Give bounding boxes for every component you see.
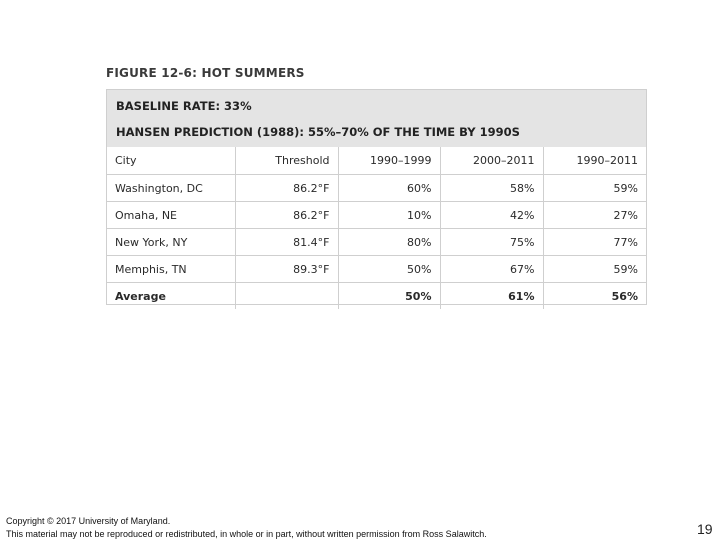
average-threshold-cell bbox=[235, 283, 338, 310]
period1-cell: 60% bbox=[338, 175, 440, 202]
table-header-band bbox=[107, 90, 646, 147]
city-cell: Memphis, TN bbox=[107, 256, 235, 283]
period1-cell: 80% bbox=[338, 229, 440, 256]
copyright-notice bbox=[6, 515, 487, 541]
average-period1-cell: 50% bbox=[338, 283, 440, 310]
threshold-cell: 86.2°F bbox=[235, 175, 338, 202]
column-header-1990-2011: 1990–2011 bbox=[543, 147, 646, 175]
table-row bbox=[107, 256, 646, 283]
period2-cell: 67% bbox=[440, 256, 543, 283]
period3-cell: 59% bbox=[543, 256, 646, 283]
data-table bbox=[107, 147, 646, 309]
city-cell: Washington, DC bbox=[107, 175, 235, 202]
period2-cell: 58% bbox=[440, 175, 543, 202]
table-row bbox=[107, 175, 646, 202]
page-number: 19 bbox=[697, 521, 713, 537]
column-header-threshold: Threshold bbox=[235, 147, 338, 175]
period3-cell: 77% bbox=[543, 229, 646, 256]
threshold-cell: 81.4°F bbox=[235, 229, 338, 256]
period3-cell: 27% bbox=[543, 202, 646, 229]
period3-cell: 59% bbox=[543, 175, 646, 202]
figure-title: FIGURE 12-6: HOT SUMMERS bbox=[106, 66, 305, 80]
period2-cell: 42% bbox=[440, 202, 543, 229]
column-header-row bbox=[107, 147, 646, 175]
column-header-1990-1999: 1990–1999 bbox=[338, 147, 440, 175]
baseline-rate: BASELINE RATE: 33% bbox=[116, 99, 252, 113]
copyright-line-1: Copyright © 2017 University of Maryland. bbox=[6, 516, 171, 526]
threshold-cell: 89.3°F bbox=[235, 256, 338, 283]
copyright-line-2: This material may not be reproduced or redistributed, in whole or in part, without written permission from Ross Salawitch. bbox=[6, 529, 487, 539]
period1-cell: 10% bbox=[338, 202, 440, 229]
column-header-2000-2011: 2000–2011 bbox=[440, 147, 543, 175]
average-period2-cell: 61% bbox=[440, 283, 543, 310]
hansen-prediction: HANSEN PREDICTION (1988): 55%–70% OF THE TIME BY 1990S bbox=[116, 125, 520, 139]
average-label: Average bbox=[107, 283, 235, 310]
period2-cell: 75% bbox=[440, 229, 543, 256]
city-cell: New York, NY bbox=[107, 229, 235, 256]
table-row bbox=[107, 202, 646, 229]
threshold-cell: 86.2°F bbox=[235, 202, 338, 229]
average-period3-cell: 56% bbox=[543, 283, 646, 310]
column-header-city: City bbox=[107, 147, 235, 175]
table-row bbox=[107, 229, 646, 256]
period1-cell: 50% bbox=[338, 256, 440, 283]
hot-summers-table bbox=[106, 89, 647, 305]
city-cell: Omaha, NE bbox=[107, 202, 235, 229]
average-row bbox=[107, 283, 646, 310]
